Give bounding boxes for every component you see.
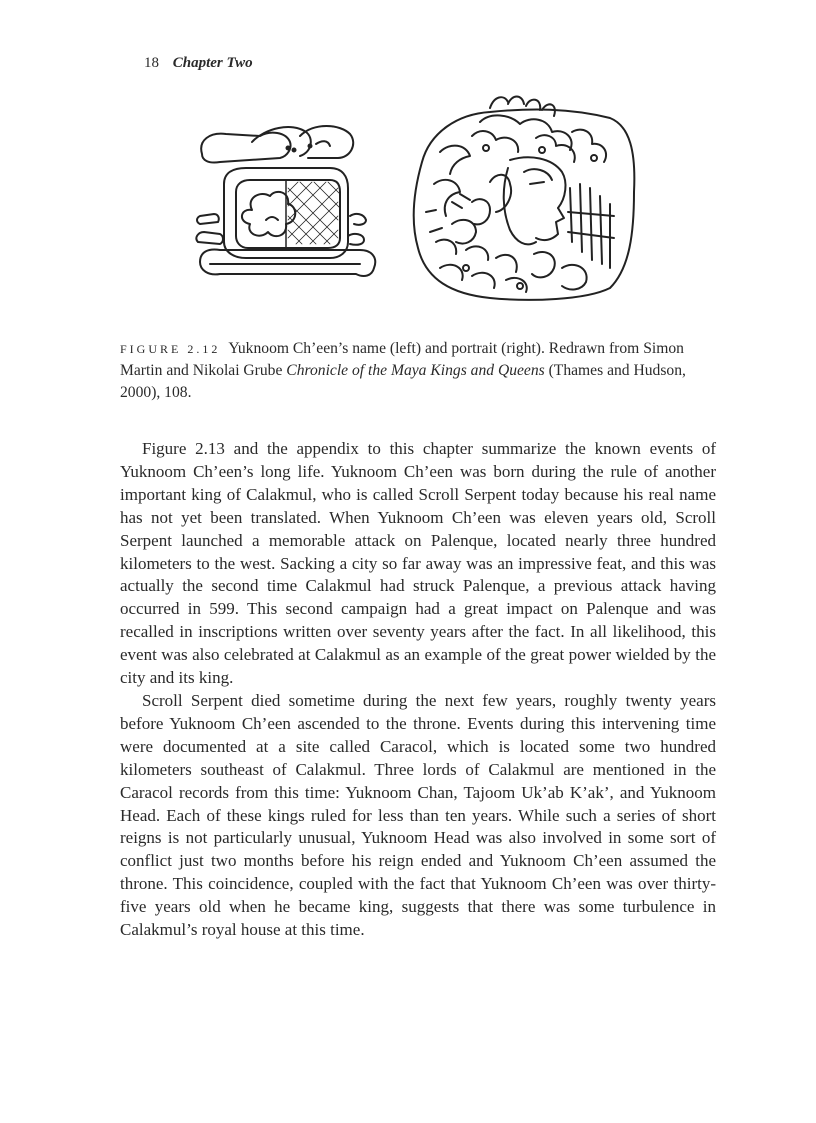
body-text bbox=[120, 438, 716, 942]
caption-text: Yuknoom Ch’een’s name (left) and portrait (right). Redrawn from Simon Martin and Nikolai Grube bbox=[120, 340, 684, 379]
page-number: 18 bbox=[144, 55, 159, 71]
paragraph: Scroll Serpent died sometime during the next few years, roughly twenty years before Yuknoom Ch’een ascended to the throne. Events during this intervening time were documented at a site called Caracol, which is located some two hundred kilometers southeast of Calakmul. Three lords of Calakmul are mentioned in the Caracol records from this time: Yuknoom Chan, Tajoom Uk’ab K’ak’, and Yuknoom Head. Each of these kings ruled for less than ten years. While such a series of short reigns is not particularly unusual, Yuknoom Head was also involved in some sort of conflict just two months before his reign ended and Yuknoom Ch’een assumed the throne. This coincidence, coupled with the fact that Yuknoom Ch’een was over thirty-five years old when he became king, suggests that there was some turbulence in Calakmul’s royal house at this time. bbox=[120, 690, 716, 940]
figure-caption bbox=[120, 338, 720, 404]
figure-illustration bbox=[190, 92, 640, 302]
figure-label: FIGURE 2.12 bbox=[120, 342, 221, 356]
name-glyph bbox=[196, 126, 375, 276]
paragraph: Figure 2.13 and the appendix to this chapter summarize the known events of Yuknoom Ch’een’s long life. Yuknoom Ch’een was born during the rule of another important king of Calakmul, who is called Scroll Serpent today because his real name has not yet been translated. When Yuknoom Ch’een was eleven years old, Scroll Serpent launched a memorable attack on Palenque, located nearly three hundred kilometers to the west. Sacking a city so far away was an impressive feat, and this was actually the second time Calakmul had struck Palenque, a previous attack having occurred in 599. This second campaign had a great impact on Palenque and was recalled in inscriptions written over seventy years after the fact. In all likelihood, this event was also celebrated at Calakmul as an example of the great power wielded by the city and its king. bbox=[120, 439, 716, 688]
portrait-drawing bbox=[414, 97, 635, 300]
chapter-title: Chapter Two bbox=[172, 55, 253, 71]
caption-book-title: Chronicle of the Maya Kings and Queens bbox=[286, 362, 545, 379]
running-head bbox=[144, 55, 253, 72]
caption-citation: (Thames and Hudson, 2000), 108. bbox=[120, 362, 686, 401]
